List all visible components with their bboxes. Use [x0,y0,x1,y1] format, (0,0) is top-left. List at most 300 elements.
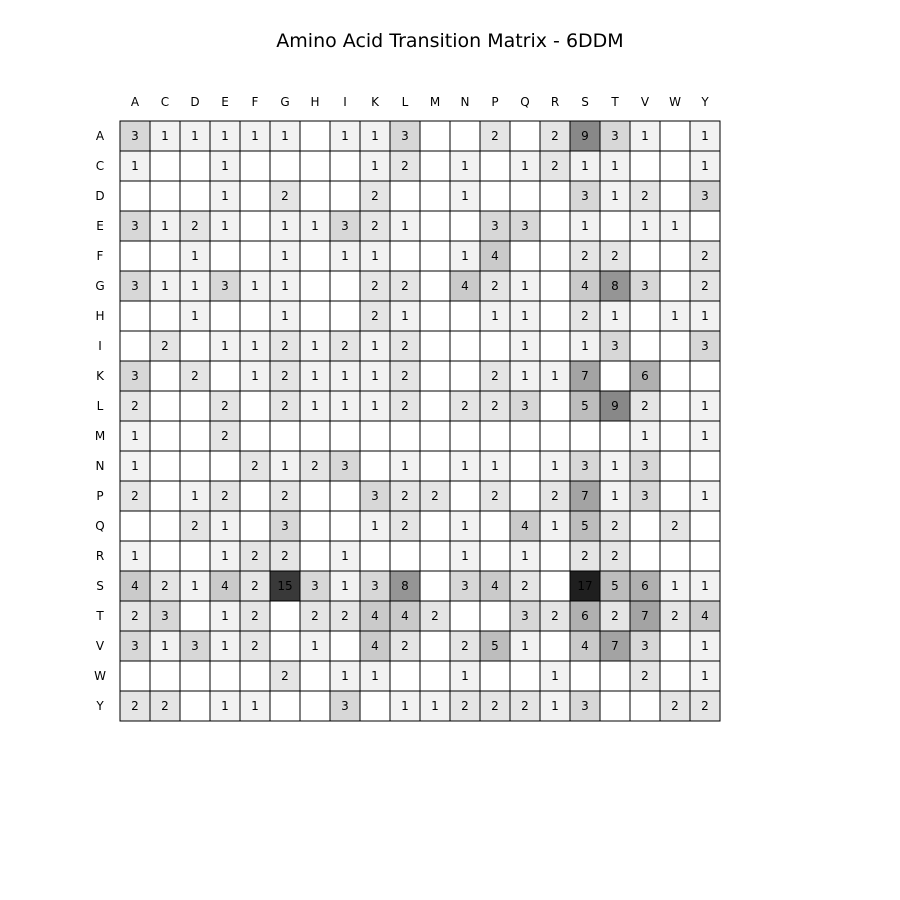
x-axis-ticks [131,95,709,109]
cell-value-label: 2 [131,489,139,503]
cell-value-label: 1 [191,489,199,503]
cell-value-label: 1 [221,219,229,233]
cell-value-label: 2 [281,369,289,383]
cell-value-label: 1 [671,219,679,233]
cell-value-label: 2 [641,669,649,683]
heatmap-cell-D-L [390,181,420,211]
heatmap-cell-P-H [300,481,330,511]
cell-value-label: 2 [551,129,559,143]
cell-value-label: 4 [371,639,379,653]
cell-value-label: 2 [491,129,499,143]
cell-value-label: 1 [551,369,559,383]
cell-value-label: 1 [221,549,229,563]
heatmap-cell-F-F [240,241,270,271]
cell-value-label: 1 [161,129,169,143]
cell-value-label: 2 [401,159,409,173]
heatmap-cell-R-D [180,541,210,571]
heatmap-cell-M-L [390,421,420,451]
cell-value-label: 3 [581,699,589,713]
cell-value-label: 2 [371,279,379,293]
cell-value-label: 2 [371,309,379,323]
heatmap-cell-D-C [150,181,180,211]
x-tick-label: C [160,95,170,109]
cell-value-label: 1 [251,339,259,353]
x-tick-label: K [371,95,379,109]
cell-value-label: 1 [611,159,619,173]
heatmap-cell-M-W [660,421,690,451]
heatmap-cell-N-W [660,451,690,481]
cell-value-label: 1 [311,339,319,353]
cell-value-label: 7 [641,609,649,623]
heatmap-cell-P-W [660,481,690,511]
cell-value-label: 2 [491,369,499,383]
heatmap-cell-A-Q [510,121,540,151]
cell-value-label: 1 [551,519,559,533]
heatmap-cell-L-C [150,391,180,421]
heatmap-cell-C-V [630,151,660,181]
cell-value-label: 4 [491,249,499,263]
cell-value-label: 3 [641,639,649,653]
heatmap-cell-I-N [450,331,480,361]
cell-value-label: 2 [281,399,289,413]
cell-value-label: 1 [371,399,379,413]
heatmap-cell-D-R [540,181,570,211]
x-tick-label: D [190,95,200,109]
heatmap-cell-G-R [540,271,570,301]
cell-value-label: 1 [281,249,289,263]
cell-value-label: 2 [131,699,139,713]
y-tick-label: I [98,339,102,353]
heatmap-cell-I-M [420,331,450,361]
y-tick-label: G [95,279,105,293]
heatmap-cell-W-W [660,661,690,691]
cell-value-label: 4 [221,579,229,593]
heatmap-cell-Q-A [120,511,150,541]
cell-value-label: 2 [401,519,409,533]
cell-value-label: 2 [671,699,679,713]
cell-value-label: 2 [551,489,559,503]
cell-value-label: 2 [191,219,199,233]
cell-value-label: 1 [221,699,229,713]
cell-value-label: 2 [461,699,469,713]
heatmap-cell-F-E [210,241,240,271]
heatmap-cell-K-N [450,361,480,391]
heatmap-cell-W-A [120,661,150,691]
heatmap-cell-L-W [660,391,690,421]
heatmap-cell-T-D [180,601,210,631]
heatmap-cell-V-G [270,631,300,661]
cell-value-label: 2 [401,399,409,413]
heatmap-cell-I-D [180,331,210,361]
heatmap-cell-D-M [420,181,450,211]
heatmap-cell-Y-H [300,691,330,721]
heatmap-cell-Y-D [180,691,210,721]
cell-value-label: 1 [461,519,469,533]
heatmap-cell-D-I [330,181,360,211]
heatmap-cell-F-V [630,241,660,271]
x-tick-label: V [640,95,650,109]
cell-value-label: 4 [581,279,589,293]
cell-value-label: 1 [581,159,589,173]
cell-value-label: 3 [341,459,349,473]
cell-value-label: 1 [311,399,319,413]
heatmap-cell-R-H [300,541,330,571]
cell-value-label: 3 [341,219,349,233]
cell-value-label: 1 [701,669,709,683]
cell-value-label: 3 [281,519,289,533]
heatmap-cell-M-P [480,421,510,451]
x-tick-label: M [429,95,441,109]
heatmap-cell-E-M [420,211,450,241]
cell-value-label: 2 [221,399,229,413]
heatmap-cell-W-S [570,661,600,691]
cell-value-label: 1 [461,249,469,263]
cell-value-label: 1 [311,639,319,653]
heatmap-cell-R-V [630,541,660,571]
heatmap-cell-M-S [570,421,600,451]
heatmap-cell-R-W [660,541,690,571]
heatmap-cell-Q-V [630,511,660,541]
cell-value-label: 1 [701,579,709,593]
cell-value-label: 1 [701,159,709,173]
cell-value-label: 1 [191,129,199,143]
y-tick-label: R [95,549,105,563]
heatmap-cell-H-I [330,301,360,331]
cell-value-label: 2 [281,339,289,353]
cell-value-label: 1 [521,159,529,173]
heatmap-cell-F-H [300,241,330,271]
heatmap-cell-N-K [360,451,390,481]
heatmap-cell-F-Q [510,241,540,271]
heatmap-cell-I-V [630,331,660,361]
heatmap-cell-M-H [300,421,330,451]
cell-value-label: 7 [581,369,589,383]
heatmap-cell-H-C [150,301,180,331]
cell-value-label: 1 [431,699,439,713]
heatmap-cell-E-R [540,211,570,241]
cell-value-label: 2 [431,489,439,503]
heatmap-cell-A-N [450,121,480,151]
heatmap-cell-K-W [660,361,690,391]
cell-value-label: 2 [581,249,589,263]
cell-value-label: 2 [251,579,259,593]
cell-value-label: 2 [131,609,139,623]
cell-value-label: 1 [461,159,469,173]
heatmap-cell-R-M [420,541,450,571]
cell-value-label: 1 [161,279,169,293]
heatmap-cell-A-W [660,121,690,151]
cell-value-label: 1 [371,249,379,263]
cell-value-label: 2 [221,489,229,503]
cell-value-label: 1 [221,189,229,203]
heatmap-cell-R-Y [690,541,720,571]
cell-value-label: 1 [251,279,259,293]
heatmap-cell-G-I [330,271,360,301]
cell-value-label: 2 [491,399,499,413]
heatmap-cell-D-D [180,181,210,211]
y-tick-label: Q [95,519,105,533]
heatmap-cell-I-R [540,331,570,361]
heatmap-cell-M-I [330,421,360,451]
heatmap-cell-T-N [450,601,480,631]
heatmap-cell-L-D [180,391,210,421]
heatmap-cell-D-Q [510,181,540,211]
heatmap-cell-M-D [180,421,210,451]
heatmap-cell-D-H [300,181,330,211]
heatmap-cell-W-T [600,661,630,691]
cell-value-label: 1 [341,249,349,263]
cell-value-label: 1 [521,339,529,353]
y-tick-label: C [95,159,105,173]
y-tick-label: W [94,669,106,683]
cell-value-label: 1 [491,459,499,473]
heatmap-cell-H-H [300,301,330,331]
heatmap-cell-C-I [330,151,360,181]
cell-value-label: 1 [191,249,199,263]
heatmap-cell-R-R [540,541,570,571]
cell-value-label: 2 [581,549,589,563]
heatmap-cell-E-Y [690,211,720,241]
heatmap-cell-T-G [270,601,300,631]
cell-value-label: 1 [461,459,469,473]
cell-value-label: 1 [251,129,259,143]
heatmap-cell-Q-M [420,511,450,541]
cell-value-label: 7 [581,489,589,503]
x-tick-label: G [280,95,290,109]
heatmap-cell-K-T [600,361,630,391]
cell-value-label: 1 [131,429,139,443]
cell-value-label: 4 [401,609,409,623]
cell-value-label: 2 [281,549,289,563]
x-tick-label: P [491,95,499,109]
cell-value-label: 2 [251,639,259,653]
cell-value-label: 1 [371,159,379,173]
cell-value-label: 2 [461,399,469,413]
heatmap-cell-Q-F [240,511,270,541]
cell-value-label: 3 [131,369,139,383]
cell-value-label: 2 [251,609,259,623]
cell-value-label: 2 [371,219,379,233]
cell-value-label: 1 [611,189,619,203]
heatmap-cell-K-Y [690,361,720,391]
heatmap-cell-C-M [420,151,450,181]
cell-value-label: 4 [131,579,139,593]
heatmap-cell-D-A [120,181,150,211]
cell-value-label: 2 [131,399,139,413]
heatmap-cell-W-P [480,661,510,691]
cell-value-label: 8 [401,579,409,593]
heatmap-cell-N-M [420,451,450,481]
cell-value-label: 3 [461,579,469,593]
heatmap-cell-M-C [150,421,180,451]
cell-value-label: 1 [551,459,559,473]
cell-value-label: 1 [611,459,619,473]
cell-value-label: 2 [401,279,409,293]
cell-value-label: 3 [611,129,619,143]
cell-value-label: 1 [671,579,679,593]
heatmap-cell-Q-I [330,511,360,541]
cell-value-label: 1 [371,519,379,533]
heatmap-cell-Y-G [270,691,300,721]
heatmap-cell-C-P [480,151,510,181]
x-tick-label: Q [520,95,530,109]
heatmap-cell-W-C [150,661,180,691]
heatmap-cell-G-H [300,271,330,301]
heatmap-cell-M-R [540,421,570,451]
y-tick-label: Y [96,699,104,713]
cell-value-label: 1 [701,309,709,323]
heatmap-cell-F-A [120,241,150,271]
heatmap-cell-C-F [240,151,270,181]
cell-value-label: 3 [341,699,349,713]
y-tick-label: E [96,219,104,233]
cell-value-label: 2 [341,609,349,623]
heatmap-cell-W-F [240,661,270,691]
cell-value-label: 1 [251,699,259,713]
cell-value-label: 4 [581,639,589,653]
cell-value-label: 1 [551,669,559,683]
heatmap-cell-F-W [660,241,690,271]
heatmap-cell-F-R [540,241,570,271]
cell-value-label: 2 [491,489,499,503]
cell-value-label: 1 [521,279,529,293]
heatmap-cell-F-L [390,241,420,271]
cell-value-label: 2 [401,639,409,653]
cell-value-label: 3 [641,279,649,293]
y-tick-label: A [95,129,105,143]
cell-value-label: 1 [401,699,409,713]
cell-value-label: 1 [551,699,559,713]
heatmap-cell-Q-C [150,511,180,541]
cell-value-label: 2 [641,399,649,413]
x-tick-label: L [401,95,409,109]
cell-value-label: 2 [401,339,409,353]
y-tick-label: L [96,399,104,413]
heatmap-cell-R-C [150,541,180,571]
heatmap-cell-C-H [300,151,330,181]
heatmap-cell-P-Q [510,481,540,511]
heatmap-cell-W-M [420,661,450,691]
cell-value-label: 1 [221,639,229,653]
heatmap-cell-R-P [480,541,510,571]
x-tick-label: Y [701,95,709,109]
heatmap-cell-W-L [390,661,420,691]
cell-value-label: 2 [551,609,559,623]
heatmap-cell-L-F [240,391,270,421]
cell-value-label: 1 [701,399,709,413]
cell-value-label: 1 [371,339,379,353]
cell-value-label: 2 [521,699,529,713]
heatmap-cell-N-Q [510,451,540,481]
heatmap-cell-Q-Y [690,511,720,541]
cell-value-label: 1 [641,429,649,443]
cell-value-label: 1 [371,369,379,383]
x-tick-label: E [221,95,229,109]
cell-value-label: 1 [671,309,679,323]
cell-value-label: 1 [461,669,469,683]
cell-value-label: 2 [611,519,619,533]
cell-value-label: 3 [641,459,649,473]
cell-value-label: 1 [341,669,349,683]
cell-value-label: 2 [611,249,619,263]
heatmap-cell-E-T [600,211,630,241]
heatmap-cell-C-D [180,151,210,181]
x-tick-label: I [343,95,347,109]
heatmap-cell-V-I [330,631,360,661]
cell-value-label: 3 [581,189,589,203]
cell-value-label: 1 [701,429,709,443]
cell-value-label: 2 [701,699,709,713]
cell-value-label: 2 [671,609,679,623]
cell-value-label: 1 [191,279,199,293]
heatmap-cell-M-F [240,421,270,451]
cell-value-label: 2 [161,699,169,713]
cell-value-label: 2 [161,339,169,353]
cell-value-label: 1 [521,309,529,323]
heatmap-cell-H-E [210,301,240,331]
heatmap-cell-M-K [360,421,390,451]
y-tick-label: H [95,309,105,323]
cell-value-label: 1 [581,219,589,233]
cell-value-label: 3 [581,459,589,473]
cell-value-label: 1 [371,669,379,683]
heatmap-cell-P-C [150,481,180,511]
cell-value-label: 1 [611,489,619,503]
cell-value-label: 3 [161,609,169,623]
cell-value-label: 2 [341,339,349,353]
cell-value-label: 3 [701,339,709,353]
cell-value-label: 1 [611,309,619,323]
cell-value-label: 2 [401,489,409,503]
heatmap-cell-S-M [420,571,450,601]
cell-value-label: 3 [491,219,499,233]
cell-value-label: 1 [581,339,589,353]
cell-value-label: 3 [521,399,529,413]
cell-value-label: 1 [461,189,469,203]
heatmap-cell-G-W [660,271,690,301]
cell-value-label: 2 [611,609,619,623]
cell-value-label: 1 [521,549,529,563]
cell-value-label: 3 [221,279,229,293]
y-tick-label: V [95,639,105,653]
chart-title: Amino Acid Transition Matrix - 6DDM [276,30,624,52]
cell-value-label: 3 [401,129,409,143]
heatmap-cell-C-W [660,151,690,181]
heatmap-cell-D-F [240,181,270,211]
cell-value-label: 3 [701,189,709,203]
cell-value-label: 2 [191,369,199,383]
cell-value-label: 3 [521,219,529,233]
heatmap-cell-M-Q [510,421,540,451]
heatmap-cell-V-W [660,631,690,661]
heatmap-cell-H-A [120,301,150,331]
cell-value-label: 3 [521,609,529,623]
heatmap-cell-N-Y [690,451,720,481]
heatmap-cell-K-E [210,361,240,391]
cell-value-label: 1 [701,639,709,653]
heatmap-cell-S-R [540,571,570,601]
cell-value-label: 9 [581,129,589,143]
y-tick-label: N [95,459,105,473]
cell-value-label: 1 [221,159,229,173]
heatmap-cell-V-R [540,631,570,661]
cell-value-label: 2 [281,489,289,503]
cell-value-label: 3 [371,579,379,593]
heatmap-cell-R-L [390,541,420,571]
cell-value-label: 2 [311,609,319,623]
cell-value-label: 1 [521,639,529,653]
cell-value-label: 4 [371,609,379,623]
